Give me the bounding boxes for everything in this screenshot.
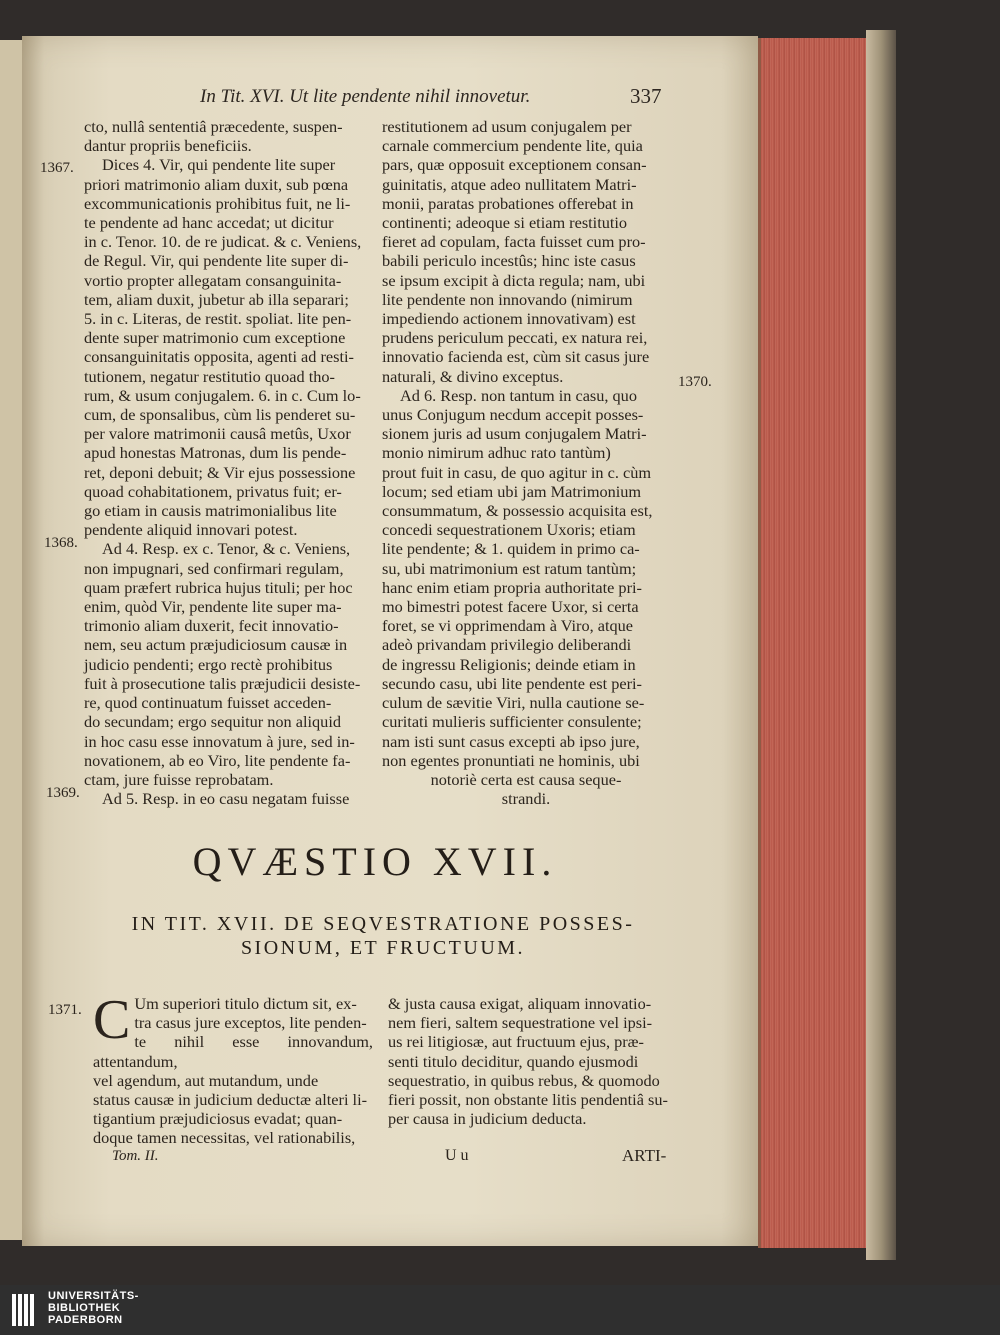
text-line: judicio pendenti; ergo rectè prohibitus — [84, 654, 333, 674]
text-line: unus Conjugum necdum accepit posses- — [382, 405, 644, 425]
text-line: Ad 4. Resp. ex c. Tenor, & c. Veniens, — [102, 539, 351, 559]
subheading-line: SIONUM, ET FRUCTUUM. — [240, 937, 526, 959]
text-line: sequestratio, in quibus rebus, & quomodo — [388, 1070, 660, 1090]
subheading-line: IN TIT. XVII. DE SEQVESTRATIONE POSSES- — [131, 913, 635, 935]
text-line: lite pendente non innovando (nimirum — [382, 289, 633, 309]
text-column-2 — [382, 117, 670, 808]
text-column-1 — [84, 117, 372, 808]
text-line: cum, de sponsalibus, cùm lis penderet su- — [84, 405, 356, 425]
text-line: excommunicationis prohibitus fuit, ne li- — [84, 193, 351, 213]
running-title: In Tit. XVI. Ut lite pendente nihil innovetur. — [200, 86, 531, 107]
text-line: non impugnari, sed confirmari regulam, — [84, 558, 344, 578]
text-line: dente super matrimonio cum exceptione — [84, 328, 346, 348]
text-line: hanc enim etiam propria authoritate pri- — [382, 577, 642, 597]
text-line: strandi. — [501, 789, 551, 809]
text-line: rum, & usum conjugalem. 6. in c. Cum lo- — [84, 385, 361, 405]
margin-number: 1370. — [678, 374, 712, 390]
text-line: nem fieri, saltem sequestratione vel ipsi- — [388, 1013, 653, 1033]
text-line: & justa causa exigat, aliquam innovatio- — [388, 994, 652, 1013]
text-line: Dices 4. Vir, qui pendente lite super — [102, 155, 336, 175]
text-column-3 — [93, 989, 373, 1148]
text-line: non egentes pronuntiati ne hominis, ubi — [382, 750, 640, 770]
text-line: sionem juris ad usum conjugalem Matri- — [382, 424, 647, 444]
text-line: restitutionem ad usum conjugalem per — [382, 117, 632, 136]
red-page-edges — [758, 38, 873, 1248]
catchword: ARTI- — [622, 1146, 667, 1165]
text-line: innovatio facienda est, cùm sit casus jure — [382, 347, 650, 367]
text-line: tem, aliam duxit, jubetur ab illa separari; — [84, 289, 349, 309]
text-line: in c. Tenor. 10. de re judicat. & c. Veniens, — [84, 232, 362, 252]
text-line: vortio propter allegatam consanguinita- — [84, 270, 342, 290]
text-line: culum de sævitie Viri, nulla cautione se- — [382, 693, 645, 713]
text-line: Um superiori titulo dictum sit, ex- — [134, 994, 357, 1013]
text-line: consanguinitatis opposita, agenti ad resti- — [84, 347, 354, 367]
text-line: quam præfert rubrica hujus tituli; per hoc — [84, 577, 353, 597]
text-line: monio nimirum adhuc rato tantùm) — [382, 443, 611, 463]
text-line: per causa in judicium deducta. — [388, 1109, 587, 1129]
signature-mark: U u — [445, 1147, 469, 1164]
text-line: pars, quæ opposuit exceptionem consan- — [382, 155, 647, 175]
text-line: enim, quòd Vir, pendente lite super ma- — [84, 597, 342, 617]
text-line: guinitatis, atque adeo nullitatem Matri- — [382, 174, 637, 194]
text-line: monii, paratas probationes offerebat in — [382, 193, 634, 213]
text-line: babili periculo incestûs; hinc iste casus — [382, 251, 636, 271]
text-line: carnale commercium pendente lite, quia — [382, 136, 643, 156]
facing-page-edge — [0, 40, 24, 1240]
text-line: naturali, & divino exceptus. — [382, 366, 564, 386]
text-line: tutionem, negatur restitutio quoad tho- — [84, 366, 335, 386]
book-cover-edge — [866, 30, 896, 1260]
text-line: cto, nullâ sententiâ præcedente, suspen- — [84, 117, 343, 136]
text-line: novationem, ab eo Viro, lite pendente fa- — [84, 750, 351, 770]
text-line: senti titulo deciditur, quando ejusmodi — [388, 1051, 639, 1071]
text-line: fuit à prosecutione talis præjudicii desiste- — [84, 673, 361, 693]
library-name-line: UNIVERSITÄTS- — [48, 1290, 139, 1302]
text-line: us rei litigiosæ, aut fructuum ejus, præ- — [388, 1032, 644, 1052]
text-line: secundo casu, ubi lite pendente est peri- — [382, 673, 642, 693]
text-line: trimonio aliam duxerit, fecit innovatio- — [84, 616, 339, 636]
text-line: tigantium præjudiciosus evadat; quan- — [93, 1109, 343, 1129]
text-line: do secundam; ergo sequitur non aliquid — [84, 712, 341, 732]
text-line: locum; sed etiam ubi jam Matrimonium — [382, 481, 642, 501]
margin-number: 1369. — [46, 785, 80, 801]
library-footer — [0, 1285, 1000, 1335]
text-line: de Regul. Vir, qui pendente lite super di- — [84, 251, 349, 271]
text-line: fieret ad copulam, facta fuisset cum pro- — [382, 232, 646, 252]
text-line: doque tamen necessitas, vel rationabilis, — [93, 1128, 356, 1148]
text-line: tra casus jure exceptos, lite penden- — [134, 1013, 367, 1033]
text-line: vel agendum, aut mutandum, unde — [93, 1070, 319, 1090]
text-line: Ad 6. Resp. non tantum in casu, quo — [400, 385, 637, 405]
text-line: ret, deponi debuit; & Vir ejus possessione — [84, 462, 356, 482]
text-column-4 — [388, 994, 670, 1128]
text-line: pendente aliquid innovari potest. — [84, 520, 298, 540]
text-line: impediendo actionem innovativam) est — [382, 309, 636, 329]
margin-number: 1368. — [44, 535, 78, 551]
margin-number: 1367. — [40, 160, 74, 176]
text-line: prout fuit in casu, de quo agitur in c. cùm — [382, 462, 652, 482]
text-line: de ingressu Religionis; deinde etiam in — [382, 654, 636, 674]
drop-cap: C — [93, 989, 131, 1051]
text-line: notoriè certa est causa seque- — [430, 769, 622, 789]
text-line: prudens periculum peccati, ex natura rei, — [382, 328, 648, 348]
question-title: QVÆSTIO XVII. — [192, 839, 558, 884]
text-line: status causæ in judicium deductæ alteri li- — [93, 1090, 368, 1110]
text-line: nem, seu actum præjudiciosum causæ in — [84, 635, 348, 655]
text-line: 5. in c. Literas, de restit. spoliat. lite pen- — [84, 309, 352, 329]
text-line: quoad cohabitationem, privatus fuit; er- — [84, 481, 342, 501]
text-line: adeò privandam privilegio deliberandi — [382, 635, 632, 655]
text-line: curitati mulieris sufficienter consulente; — [382, 712, 642, 732]
library-bars-logo-icon — [12, 1294, 38, 1326]
text-line: fieri possit, non obstante litis pendentiâ su- — [388, 1090, 668, 1110]
library-name-line: PADERBORN — [48, 1314, 123, 1326]
text-line: in hoc casu esse innovatum à jure, sed in- — [84, 731, 355, 751]
text-line: consummatum, & possessio acquisita est, — [382, 501, 653, 521]
text-line: nam isti sunt casus excepti ab ipso jure, — [382, 731, 640, 751]
margin-number: 1371. — [48, 1002, 82, 1018]
text-line: continenti; adeoque si etiam restitutio — [382, 213, 628, 233]
text-line: go etiam in causis matrimonialibus lite — [84, 501, 337, 521]
text-line: per valore matrimonii causâ metûs, Uxor — [84, 424, 351, 444]
text-line: priori matrimonio aliam duxit, sub pœna — [84, 174, 349, 194]
question-subheading — [98, 912, 668, 960]
text-line: re, quod continuatum fuisset acceden- — [84, 693, 332, 713]
text-line: te pendente ad hanc accedat; ut dicitur — [84, 213, 334, 233]
text-line: Ad 5. Resp. in eo casu negatam fuisse — [102, 789, 350, 809]
text-line: apud honestas Matronas, dum lis pende- — [84, 443, 347, 463]
library-name — [48, 1290, 139, 1326]
text-line: lite pendente; & 1. quidem in primo ca- — [382, 539, 640, 559]
text-line: dantur propriis beneficiis. — [84, 136, 252, 156]
text-line: concedi sequestrationem Uxoris; etiam — [382, 520, 636, 540]
text-line: mo bimestri potest facere Uxor, si certa — [382, 597, 639, 617]
text-line: foret, se vi opprimendam à Viro, atque — [382, 616, 634, 636]
page-number: 337 — [630, 84, 662, 108]
text-line: te nihil esse innovandum, attentandum, — [93, 1032, 373, 1071]
text-line: ctam, jure fuisse reprobatam. — [84, 769, 274, 789]
text-line: se ipsum excipit à dicta regula; nam, ubi — [382, 270, 646, 290]
library-name-line: BIBLIOTHEK — [48, 1302, 121, 1314]
text-line: su, ubi matrimonium est ratum tantùm; — [382, 558, 637, 578]
volume-mark: Tom. II. — [112, 1148, 159, 1164]
